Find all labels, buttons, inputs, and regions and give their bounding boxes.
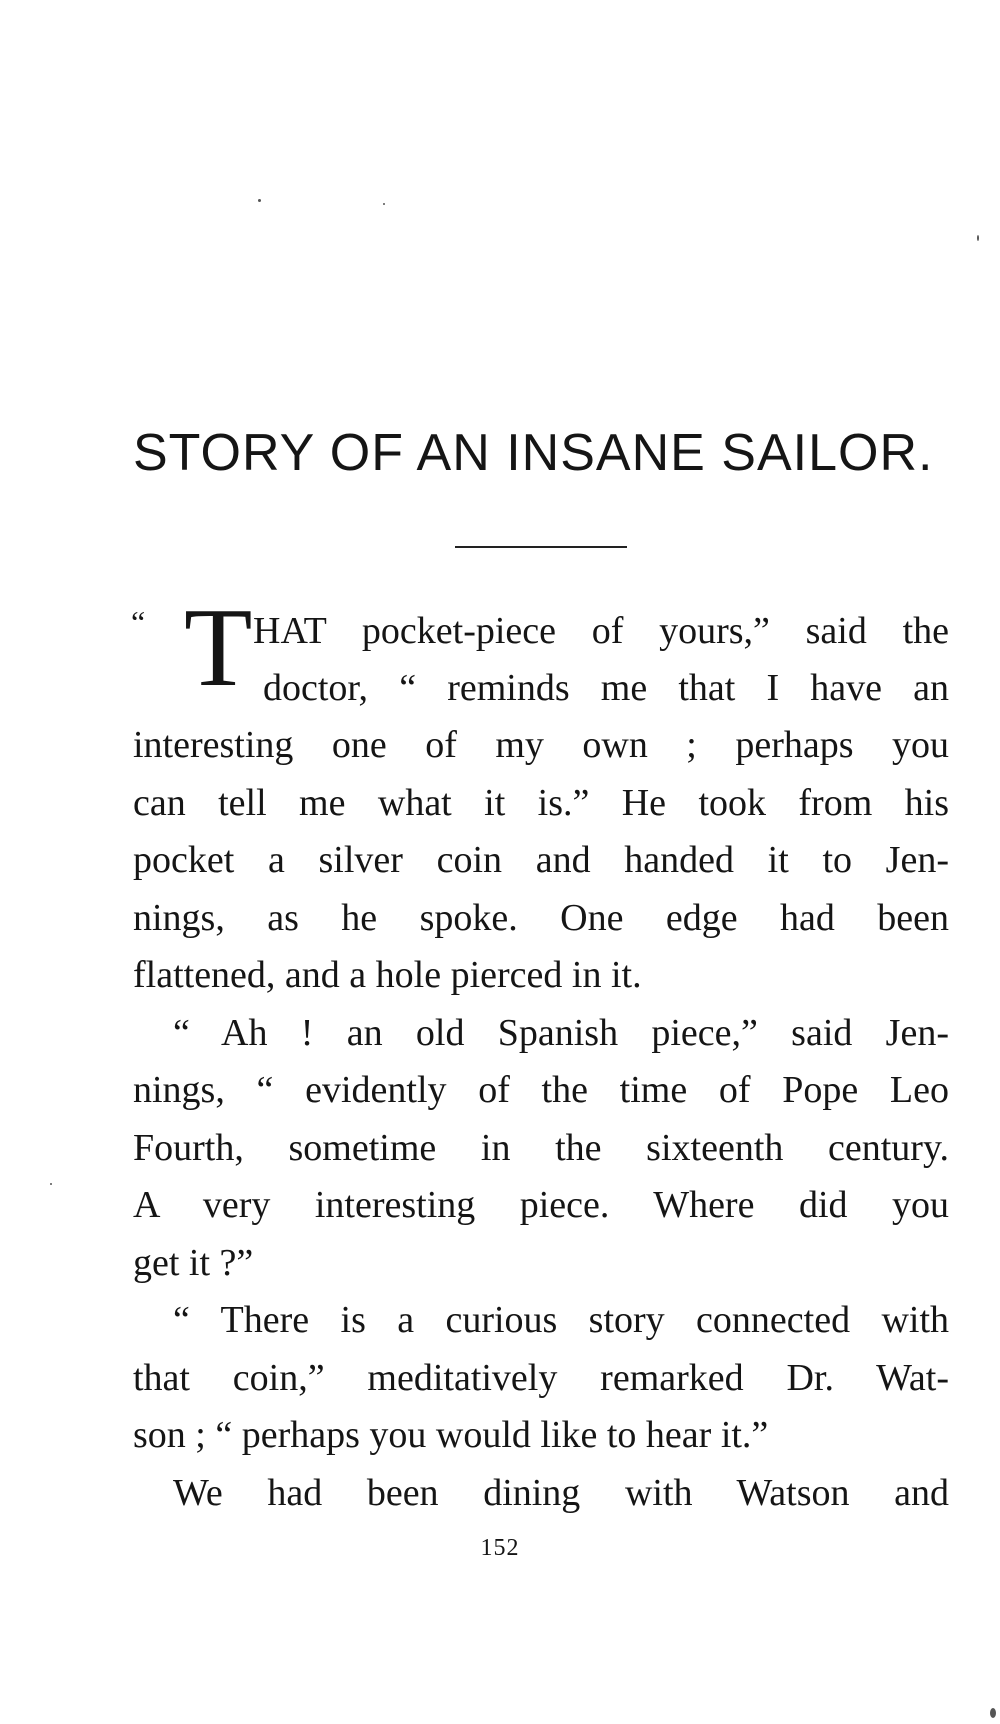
text-line: We had been dining with Watson and — [173, 1472, 949, 1514]
scan-speck — [990, 1708, 996, 1718]
scan-speck — [383, 203, 385, 205]
text-line: “ There is a curious story connected with — [173, 1299, 949, 1341]
scan-speck — [258, 199, 261, 202]
text-line: get it ?” — [133, 1242, 254, 1284]
text-line: pocket a silver coin and handed it to Jen- — [133, 839, 949, 881]
opening-quote-mark: “ — [131, 604, 146, 640]
chapter-title: STORY OF AN INSANE SAILOR. — [133, 424, 934, 482]
drop-cap: T — [184, 586, 253, 710]
text-line: nings, “ evidently of the time of Pope Leo — [133, 1069, 949, 1111]
text-line: “ Ah ! an old Spanish piece,” said Jen- — [173, 1012, 949, 1054]
scan-speck — [977, 235, 979, 241]
text-line: doctor, “ reminds me that I have an — [263, 667, 949, 709]
text-line: Fourth, sometime in the sixteenth century. — [133, 1127, 949, 1169]
text-line: can tell me what it is.” He took from his — [133, 782, 949, 824]
title-rule — [455, 546, 627, 548]
scan-speck — [50, 1183, 52, 1185]
text-line: that coin,” meditatively remarked Dr. Wat- — [133, 1357, 949, 1399]
text-line: nings, as he spoke. One edge had been — [133, 897, 949, 939]
text-line: A very interesting piece. Where did you — [133, 1184, 949, 1226]
page-number: 152 — [480, 1535, 520, 1561]
text-line: son ; “ perhaps you would like to hear it.” — [133, 1414, 769, 1456]
text-line: flattened, and a hole pierced in it. — [133, 954, 642, 996]
text-line: interesting one of my own ; perhaps you — [133, 724, 949, 766]
text-line: HAT pocket-piece of yours,” said the — [253, 610, 949, 652]
